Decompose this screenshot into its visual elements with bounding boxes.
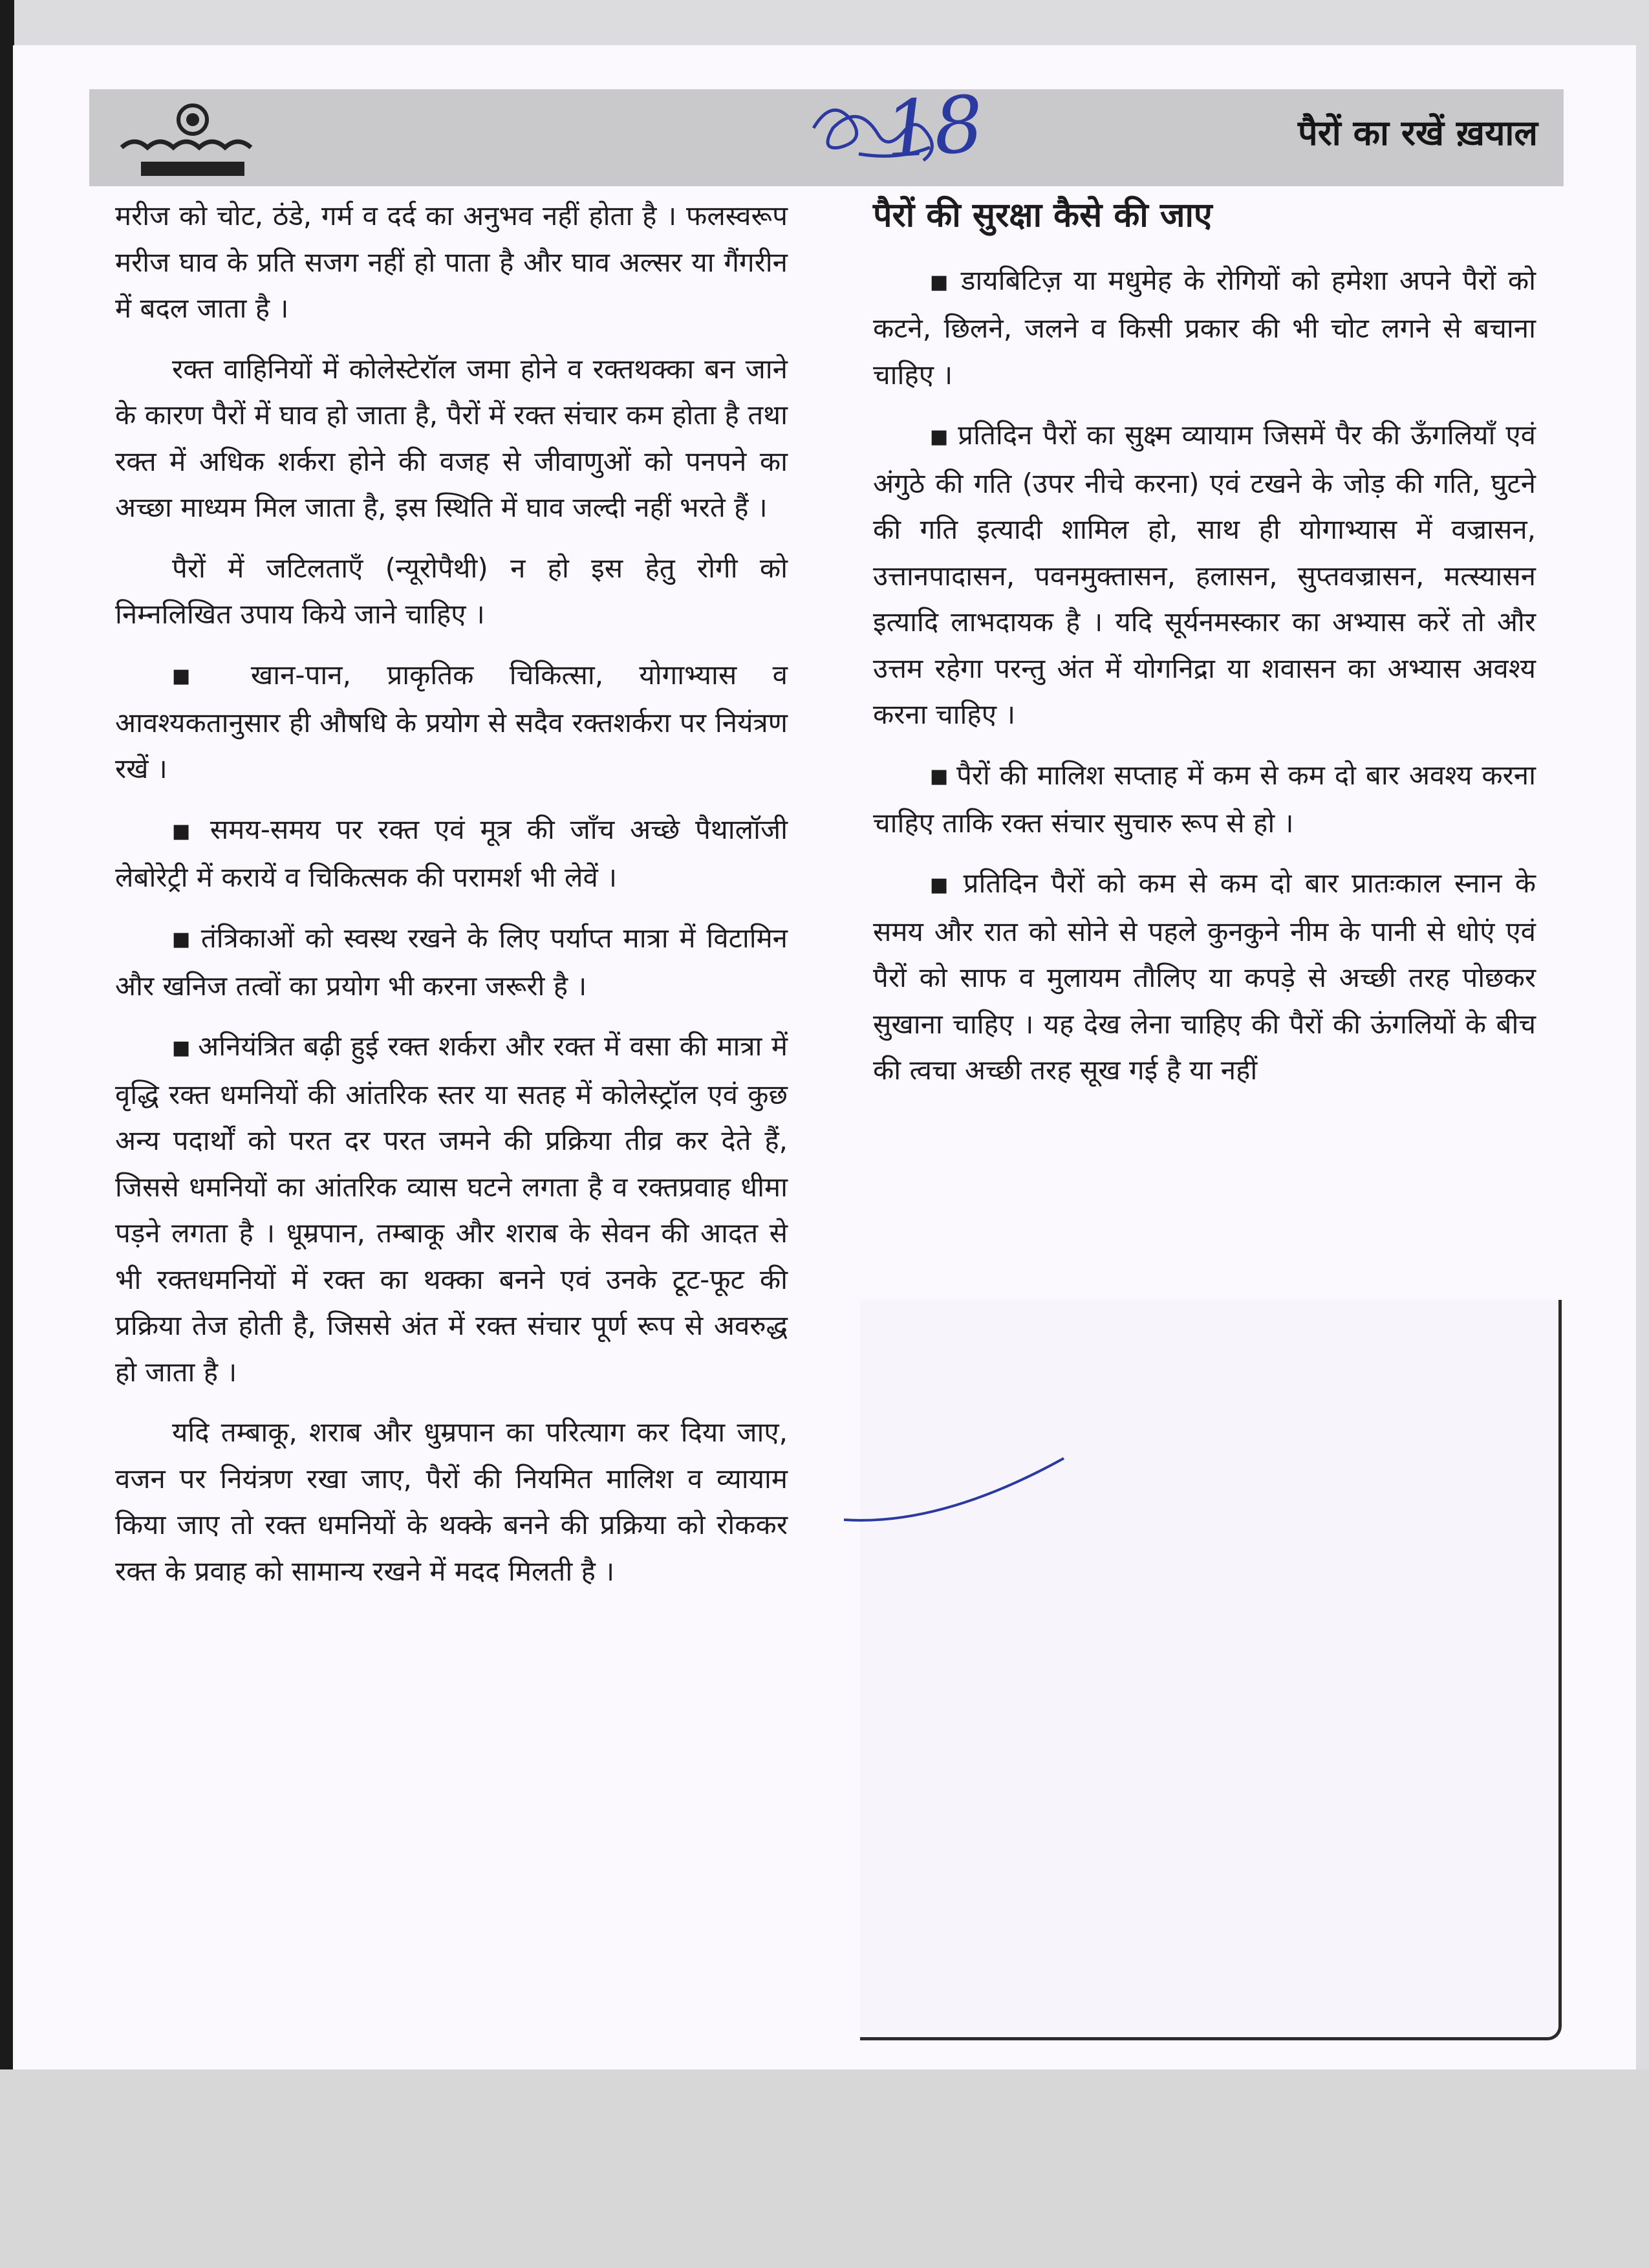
paragraph: यदि तम्बाकू, शराब और धुम्रपान का परित्याग कर दिया जाए, वजन पर नियंत्रण रखा जाए, पैरों की नियमित मालिश व व्यायाम किया जाए तो रक्त धमनियों के थक्के बनने की प्रक्रिया को रोककर रक्त के प्रवाह को सामान्य रखने में मदद मिलती है । [115,1416,788,1587]
empty-pasted-box [860,1300,1562,2040]
paragraph: पैरों में जटिलताएँ (न्यूरोपैथी) न हो इस हेतु रोगी को निम्नलिखित उपाय किये जाने चाहिए । [115,552,788,630]
bullet-item: ■ प्रतिदिन पैरों का सुक्ष्म व्यायाम जिसमें पैर की ऊँगलियाँ एवं अंगुठे की गति (उपर नीचे करना) एवं टखने के जोड़ की गति, घुटने की गति इत्यादी शामिल हो, साथ ही योगाभ्यास में वज्रासन, उत्तानपादासन, पवनमुक्तासन, हलासन, सुप्तवज्रासन, मत्स्यासन इत्यादि लाभदायक है । यदि सूर्यनमस्कार का अभ्यास करें तो और उत्तम रहेगा परन्तु अंत में योगनिद्रा या शवासन का अभ्यास अवश्य करना चाहिए । [873,412,1536,737]
publisher-logo-icon [115,97,270,181]
bullet-item: ■ खान-पान, प्राकृतिक चिकित्सा, योगाभ्यास व आवश्यकतानुसार ही औषधि के प्रयोग से सदैव रक्तशर्करा पर नियंत्रण रखें । [115,652,788,792]
bullet-item: ■ समय-समय पर रक्त एवं मूत्र की जाँच अच्छे पैथालॉजी लेबोरेट्री में करायें व चिकित्सक की परामर्श भी लेवें । [115,806,788,901]
magazine-page [13,45,1636,2069]
paragraph: रक्त वाहिनियों में कोलेस्टेरॉल जमा होने व रक्तथक्का बन जाने के कारण पैरों में घाव हो जाता है, पैरों में रक्त संचार कम होता है तथा रक्त में अधिक शर्करा होने की वजह से जीवाणुओं को पनपने का अच्छा माध्यम मिल जाता है, इस स्थिति में घाव जल्दी नहीं भरते हैं । [115,352,788,523]
handwritten-page-number: 18 [881,79,987,177]
right-column [873,193,1536,1108]
scan-background [0,2069,1649,2268]
page-header [89,79,1564,186]
pen-stroke-icon [841,1455,1067,1533]
bullet-item: ■ डायबिटिज़ या मधुमेह के रोगियों को हमेशा अपने पैरों को कटने, छिलने, जलने व किसी प्रकार की भी चोट लगने से बचाना चाहिए । [873,257,1536,398]
scan-edge-shadow [0,0,14,2268]
paragraph: मरीज को चोट, ठंडे, गर्म व दर्द का अनुभव नहीं होता है । फलस्वरूप मरीज घाव के प्रति सजग नहीं हो पाता है और घाव अल्सर या गैंगरीन में बदल जाता है । [115,200,788,324]
subsection-heading: पैरों की सुरक्षा कैसे की जाए [873,196,1212,235]
bullet-item: ■ पैरों की मालिश सप्ताह में कम से कम दो बार अवश्य करना चाहिए ताकि रक्त संचार सुचारु रूप से हो । [873,752,1536,847]
bullet-item: ■ तंत्रिकाओं को स्वस्थ रखने के लिए पर्याप्त मात्रा में विटामिन और खनिज तत्वों का प्रयोग भी करना जरूरी है । [115,915,788,1010]
bullet-item: ■ अनियंत्रित बढ़ी हुई रक्त शर्करा और रक्त में वसा की मात्रा में वृद्धि रक्त धमनियों की आंतरिक स्तर या सतह में कोलेस्ट्रॉल एवं कुछ अन्य पदार्थों को परत दर परत जमने की प्रक्रिया तीव्र कर देते हैं, जिससे धमनियों का आंतरिक व्यास घटने लगता है व रक्तप्रवाह धीमा पड़ने लगता है । धूम्रपान, तम्बाकू और शराब के सेवन की आदत से भी रक्तधमनियों में रक्त का थक्का बनने एवं उनके टूट-फूट की प्रक्रिया तेज होती है, जिससे अंत में रक्त संचार पूर्ण रूप से अवरुद्ध हो जाता है । [115,1023,788,1395]
bullet-item: ■ प्रतिदिन पैरों को कम से कम दो बार प्रातःकाल स्नान के समय और रात को सोने से पहले कुनकुने नीम के पानी से धोएं एवं पैरों को साफ व मुलायम तौलिए या कपड़े से अच्छी तरह पोछकर सुखाना चाहिए । यह देख लेना चाहिए की पैरों की ऊंगलियों के बीच की त्वचा अच्छी तरह सूख गई है या नहीं [873,860,1536,1093]
left-column [115,193,788,1608]
section-title: पैरों का रखें ख़याल [1298,113,1538,153]
